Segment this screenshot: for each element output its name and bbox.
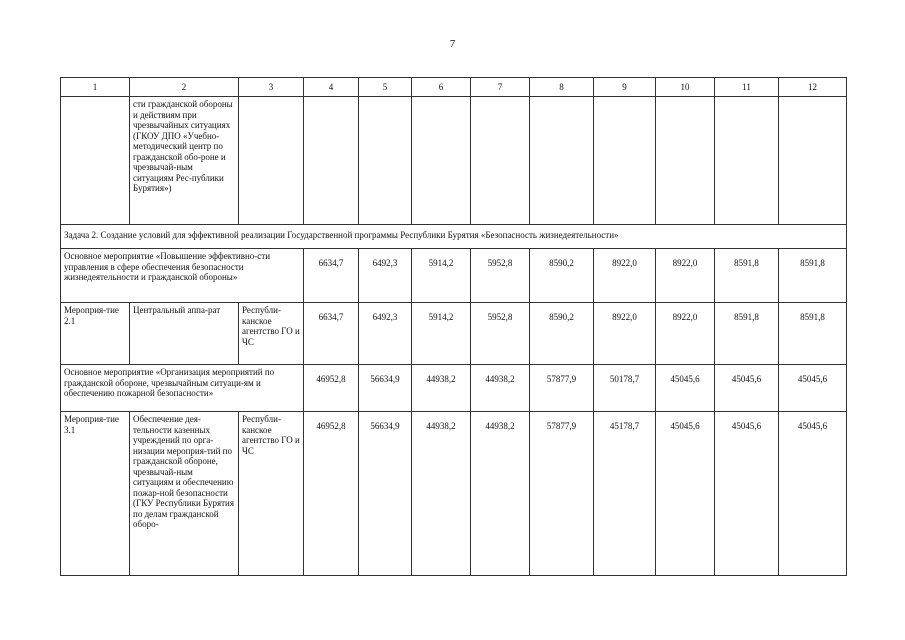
- value-cell: 5952,8: [471, 249, 530, 303]
- value-cell: 45045,6: [779, 365, 847, 412]
- task-heading: Задача 2. Создание условий для эффективной реализации Государственной программы Республики Бурятия «Безопасность жизнедеятельности»: [61, 225, 847, 249]
- value-cell: 45045,6: [656, 412, 715, 576]
- page-number: 7: [449, 38, 456, 50]
- header-cell: 11: [715, 78, 779, 97]
- value-cell: 8590,2: [530, 249, 594, 303]
- header-cell: 2: [130, 78, 239, 97]
- event-name-cell: сти гражданской обороны и действиям при чрезвычайных ситуациях (ГКОУ ДПО «Учебно-методический центр по гражданской обо-роне и чрезвычай-ным ситуациям Рес-публики Бурятия»): [130, 97, 239, 225]
- header-cell: 6: [412, 78, 471, 97]
- main-event-name: Основное мероприятие «Организация мероприятий по гражданской обороне, чрезвычайным ситуаци-ям и обеспечению пожарной безопасности»: [61, 365, 304, 412]
- value-cell: 5914,2: [412, 249, 471, 303]
- empty-cell: [412, 97, 471, 225]
- main-event-name: Основное мероприятие «Повышение эффективно-сти управления в сфере обеспечения безопасности жизнедеятельности и гражданской обороны»: [61, 249, 304, 303]
- header-cell: 12: [779, 78, 847, 97]
- value-cell: 8591,8: [779, 249, 847, 303]
- value-cell: 46952,8: [304, 365, 359, 412]
- value-cell: 50178,7: [594, 365, 656, 412]
- event-name: Обеспечение дея-тельности казенных учреждений по орга-низации мероприя-тий по гражданской обороне, чрезвычай-ным ситуациям и обеспечению пожар-ной безопасности (ГКУ Республики Бурятия по делам гражданской оборо-: [130, 412, 239, 576]
- empty-cell: [471, 97, 530, 225]
- value-cell: 5952,8: [471, 303, 530, 365]
- value-cell: 8591,8: [779, 303, 847, 365]
- empty-cell: [530, 97, 594, 225]
- value-cell: 45045,6: [779, 412, 847, 576]
- empty-cell: [594, 97, 656, 225]
- value-cell: 44938,2: [412, 412, 471, 576]
- header-cell: 4: [304, 78, 359, 97]
- header-cell: 1: [61, 78, 130, 97]
- value-cell: 8590,2: [530, 303, 594, 365]
- header-cell: 3: [239, 78, 304, 97]
- header-cell: 7: [471, 78, 530, 97]
- budget-table: [60, 77, 847, 576]
- value-cell: 45178,7: [594, 412, 656, 576]
- empty-cell: [359, 97, 412, 225]
- value-cell: 6492,3: [359, 249, 412, 303]
- value-cell: 56634,9: [359, 412, 412, 576]
- event-code: Мероприя-тие 2.1: [61, 303, 130, 365]
- value-cell: 45045,6: [715, 412, 779, 576]
- empty-cell: [656, 97, 715, 225]
- header-cell: 5: [359, 78, 412, 97]
- header-cell: 8: [530, 78, 594, 97]
- table-row-event-3-1: [61, 412, 847, 576]
- empty-cell: [239, 97, 304, 225]
- value-cell: 5914,2: [412, 303, 471, 365]
- empty-cell: [304, 97, 359, 225]
- value-cell: 8922,0: [594, 303, 656, 365]
- value-cell: 8591,8: [715, 249, 779, 303]
- table-row-event-2-1: [61, 303, 847, 365]
- header-row: [61, 78, 847, 97]
- value-cell: 57877,9: [530, 365, 594, 412]
- value-cell: 44938,2: [412, 365, 471, 412]
- value-cell: 44938,2: [471, 365, 530, 412]
- empty-cell: [779, 97, 847, 225]
- value-cell: 44938,2: [471, 412, 530, 576]
- empty-cell: [61, 97, 130, 225]
- event-code: Мероприя-тие 3.1: [61, 412, 130, 576]
- event-executor: Республи-канское агентство ГО и ЧС: [239, 412, 304, 576]
- table-row-continuation: [61, 97, 847, 225]
- header-cell: 10: [656, 78, 715, 97]
- value-cell: 8922,0: [656, 303, 715, 365]
- header-cell: 9: [594, 78, 656, 97]
- table-row-task: [61, 225, 847, 249]
- value-cell: 57877,9: [530, 412, 594, 576]
- value-cell: 8591,8: [715, 303, 779, 365]
- value-cell: 45045,6: [656, 365, 715, 412]
- empty-cell: [715, 97, 779, 225]
- event-name: Центральный аппа-рат: [130, 303, 239, 365]
- value-cell: 8922,0: [594, 249, 656, 303]
- table-row-main-event-1: [61, 249, 847, 303]
- value-cell: 6634,7: [304, 249, 359, 303]
- event-executor: Республи-канское агентство ГО и ЧС: [239, 303, 304, 365]
- value-cell: 6634,7: [304, 303, 359, 365]
- value-cell: 45045,6: [715, 365, 779, 412]
- value-cell: 56634,9: [359, 365, 412, 412]
- value-cell: 46952,8: [304, 412, 359, 576]
- table-row-main-event-2: [61, 365, 847, 412]
- value-cell: 8922,0: [656, 249, 715, 303]
- value-cell: 6492,3: [359, 303, 412, 365]
